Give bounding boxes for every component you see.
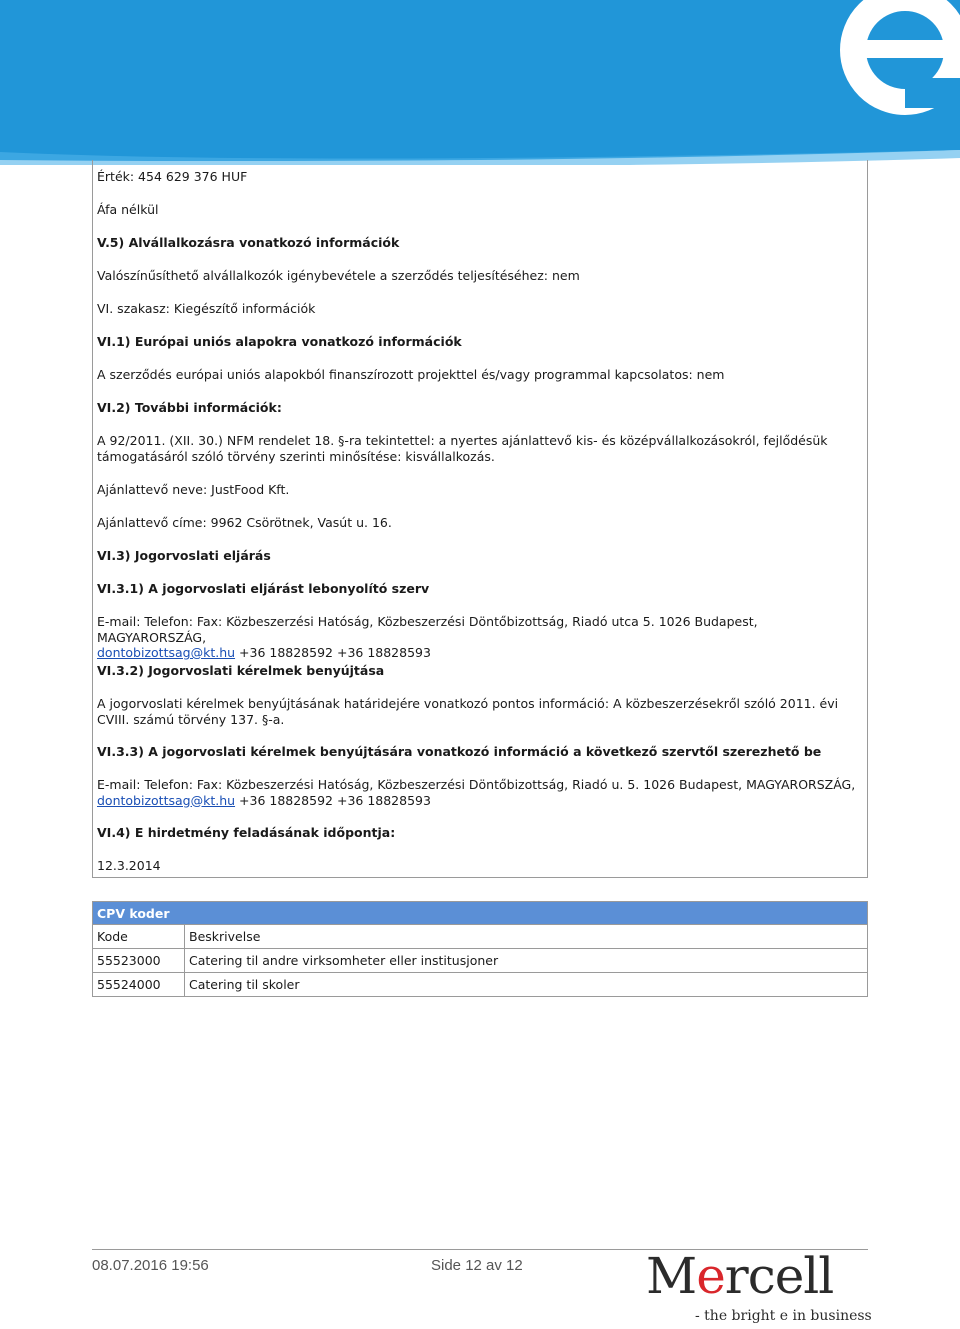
header-banner <box>0 0 960 165</box>
section-vi3-heading: VI.3) Jogorvoslati eljárás <box>97 548 271 563</box>
mercell-logo <box>640 1247 872 1326</box>
cpv-description-cell: Catering til andre virksomheter eller institusjoner <box>185 949 868 973</box>
value-line: Érték: 454 629 376 HUF <box>97 169 248 184</box>
cpv-header-row <box>93 925 868 949</box>
tenderer-name-line: Ajánlattevő neve: JustFood Kft. <box>97 482 290 497</box>
cpv-code-cell: 55524000 <box>93 973 185 997</box>
footer-timestamp: 08.07.2016 19:56 <box>92 1257 209 1274</box>
table-row <box>93 973 868 997</box>
cpv-table-title: CPV koder <box>93 902 868 925</box>
eu-funds-line: A szerződés európai uniós alapokból finanszírozott projekttel és/vagy programmal kapcsolatos: nem <box>97 367 725 382</box>
cpv-header-code: Kode <box>93 925 185 949</box>
section-vi33-heading: VI.3.3) A jogorvoslati kérelmek benyújtására vonatkozó információ a következő szervtől szerezhető be <box>97 744 822 759</box>
section-vi4-heading: VI.4) E hirdetmény feladásának időpontja: <box>97 825 396 840</box>
tenderer-address-line: Ajánlattevő címe: 9962 Csörötnek, Vasút u. 16. <box>97 515 392 530</box>
section-v5-heading: V.5) Alvállalkozásra vonatkozó információk <box>97 235 400 250</box>
cpv-description-cell: Catering til skoler <box>185 973 868 997</box>
section-vi1-heading: VI.1) Európai uniós alapokra vonatkozó információk <box>97 334 462 349</box>
subcontracting-line: Valószínűsíthető alvállalkozók igénybevétele a szerződés teljesítéséhez: nem <box>97 268 580 283</box>
dispatch-date: 12.3.2014 <box>97 858 161 873</box>
review-body-text: E-mail: Telefon: Fax: Közbeszerzési Hatóság, Közbeszerzési Döntőbizottság, Riadó utca 5. 1026 Budapest, MAGYARORSZÁG, <box>97 614 758 645</box>
additional-info-text: A 92/2011. (XII. 30.) NFM rendelet 18. §-ra tekintettel: a nyertes ajánlattevő kis- és középvállalkozásokról, fejlődésük támogatásáról szóló törvény szerinti minősítése: kisvállalkozás. <box>97 433 828 464</box>
review-body-email-link[interactable]: dontobizottsag@kt.hu <box>97 645 236 660</box>
table-row <box>93 949 868 973</box>
review-body-phones: +36 18828592 +36 18828593 <box>235 645 431 660</box>
section-vi32-heading: VI.3.2) Jogorvoslati kérelmek benyújtása <box>97 663 385 678</box>
cpv-header-description: Beskrivelse <box>185 925 868 949</box>
review-info-email-link[interactable]: dontobizottsag@kt.hu <box>97 792 236 808</box>
vat-line: Áfa nélkül <box>97 202 159 217</box>
section-vi-heading: VI. szakasz: Kiegészítő információk <box>97 301 316 316</box>
cpv-code-cell: 55523000 <box>93 949 185 973</box>
section-vi2-heading: VI.2) További információk: <box>97 400 282 415</box>
footer-page-number: Side 12 av 12 <box>431 1257 523 1274</box>
review-info-source <box>97 777 857 808</box>
mercell-logo-tagline: - the bright e in business <box>695 1308 872 1324</box>
review-info-phones: +36 18828592 +36 18828593 <box>235 792 431 808</box>
review-deadline-text: A jogorvoslati kérelmek benyújtásának határidejére vonatkozó pontos információ: A közbeszerzésekről szóló 2011. évi CVIII. számú törvény 137. §-a. <box>97 696 839 727</box>
section-vi31-heading: VI.3.1) A jogorvoslati eljárást lebonyolító szerv <box>97 581 430 596</box>
cpv-table <box>92 901 868 997</box>
mercell-logo-wordmark: Mercell <box>646 1247 834 1305</box>
review-info-text: E-mail: Telefon: Fax: Közbeszerzési Hatóság, Közbeszerzési Döntőbizottság, Riadó u. 5. 1026 Budapest, MAGYARORSZÁG, <box>97 777 856 792</box>
review-body-info <box>97 614 857 661</box>
